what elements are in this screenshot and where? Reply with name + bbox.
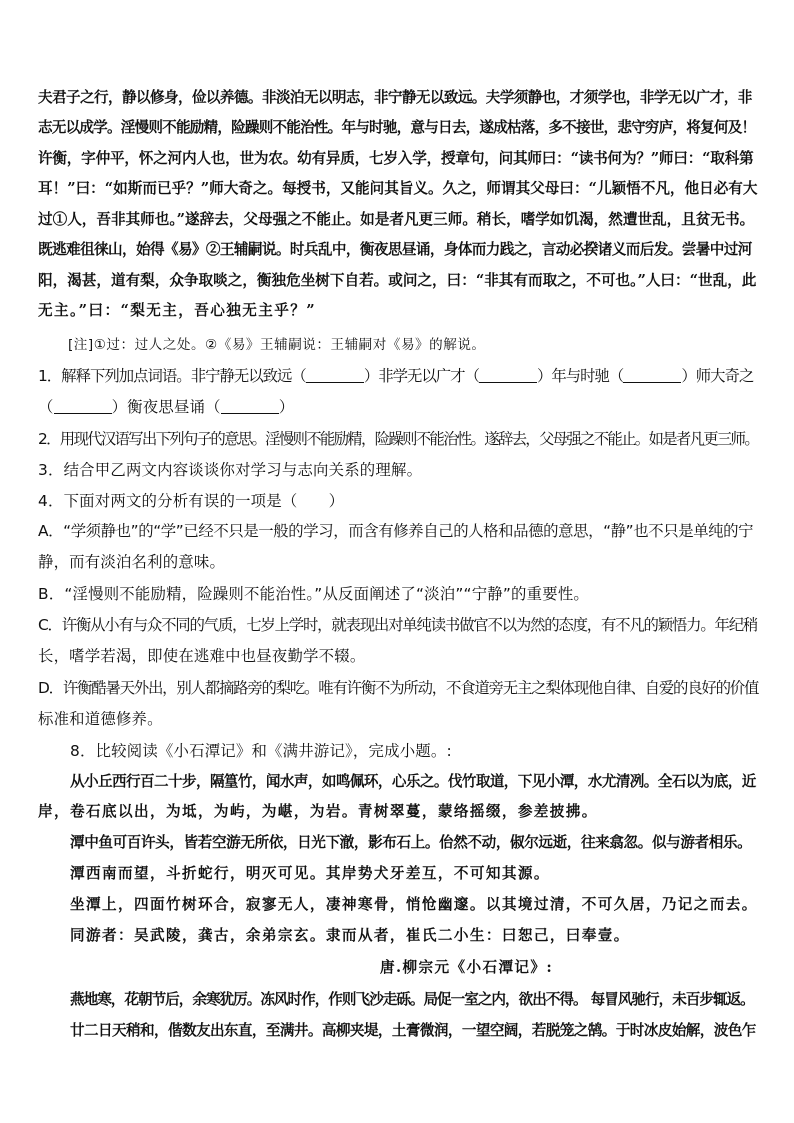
option-a-continued: 静，而有淡泊名利的意味。 [38, 553, 226, 571]
question-3: 3．结合甲乙两文内容谈谈你对学习与志向关系的理解。 [38, 461, 423, 479]
question-1-text: ）衡夜思昼诵（ [111, 398, 221, 416]
option-b: B．“淫慢则不能励精，险躁则不能治性。”从反面阐述了“淡泊”“宁静”的重要性。 [38, 585, 589, 603]
passage-line: 廿二日天稍和，偕数友出东直，至满井。高柳夹堤，土膏微润，一望空阔，若脱笼之鹄。于时冰皮始解，波色乍 [70, 1022, 756, 1039]
passage-line: 既逃难徂徕山，始得《易》②王辅嗣说。时兵乱中，衡夜思昼诵，身体而力践之，言动必揆诸义而后发。尝暑中过河 [38, 241, 752, 258]
answer-blank[interactable] [54, 399, 112, 414]
passage-line: 过①人，吾非其师也。”遂辞去，父母强之不能止。如是者凡更三师。稍长，嗜学如饥渴，然遭世乱，且贫无书。 [38, 211, 755, 228]
option-c-continued: 长，嗜学若渴，即使在逃难中也昼夜勤学不辍。 [38, 647, 366, 665]
answer-blank[interactable] [306, 368, 364, 383]
passage-line: 潭西南而望，斗折蛇行，明灭可见。其岸势犬牙差互，不可知其源。 [70, 865, 550, 882]
passage-line: 耳！”曰：“如斯而已乎？”师大奇之。每授书，又能问其旨义。久之，师谓其父母曰：“儿颖悟不凡，他日必有大 [38, 180, 758, 197]
passage-line: 无主。”曰：“梨无主，吾心独无主乎？” [38, 302, 316, 319]
answer-blank[interactable] [479, 368, 537, 383]
passage-line: 同游者：吴武陵，龚古，余弟宗玄。隶而从者，崔氏二小生：曰恕己，曰奉壹。 [70, 927, 630, 944]
question-1-continued [38, 395, 294, 417]
answer-blank[interactable] [221, 399, 279, 414]
source-attribution: 唐.柳宗元《小石潭记》: [380, 959, 554, 976]
question-1-text: ）师大奇之 [681, 367, 754, 385]
passage-line: 阳，渴甚，道有梨，众争取啖之，衡独危坐树下自若。或问之，曰：“非其有而取之，不可也。”人曰：“世乱，此 [38, 272, 757, 289]
question-1-text: 1．解释下列加点词语。非宁静无以致远（ [38, 367, 306, 385]
passage-line: 从小丘西行百二十步，隔篁竹，闻水声，如鸣佩环，心乐之。伐竹取道，下见小潭，水尤清冽。全石以为底，近 [70, 773, 756, 790]
question-1-text: ）年与时驰（ [536, 367, 624, 385]
annotation-note: [注]①过：过人之处。②《易》王辅嗣说：王辅嗣对《易》的解说。 [68, 337, 486, 353]
passage-line: 夫君子之行，静以修身，俭以养德。非淡泊无以明志，非宁静无以致远。夫学须静也，才须学也，非学无以广才，非 [38, 89, 752, 106]
question-8: 8．比较阅读《小石潭记》和《满井游记》，完成小题。: [70, 742, 452, 760]
passage-line: 许衡，字仲平，怀之河内人也，世为农。幼有异质，七岁入学，授章句，问其师曰：“读书何为？”师曰：“取科第 [38, 150, 754, 167]
passage-line: 坐潭上，四面竹树环合，寂寥无人，凄神寒骨，悄怆幽邃。以其境过清，不可久居，乃记之而去。 [70, 896, 758, 913]
question-2: 2．用现代汉语写出下列句子的意思。淫慢则不能励精，险躁则不能治性。遂辞去，父母强之不能止。如是者凡更三师。 [38, 430, 759, 448]
passage-line: 志无以成学。淫慢则不能励精，险躁则不能治性。年与时驰，意与日去，遂成枯落，多不接世，悲守穷庐，将复何及！ [38, 119, 756, 136]
option-d: D．许衡酷暑天外出，别人都摘路旁的梨吃。唯有许衡不为所动，不食道旁无主之梨体现他自律、自爱的良好的价值 [38, 679, 759, 697]
passage-line: 燕地寒，花朝节后，余寒犹厉。冻风时作，作则飞沙走砾。局促一室之内，欲出不得。 每冒风驰行，未百步辄返。 [70, 991, 754, 1008]
question-1 [38, 364, 753, 386]
answer-blank[interactable] [623, 368, 681, 383]
option-d-continued: 标准和道德修养。 [38, 710, 163, 728]
option-a: A．“学须静也”的“学”已经不只是一般的学习，而含有修养自己的人格和品德的意思，“静”也不只是单纯的宁 [38, 522, 754, 540]
question-4: 4．下面对两文的分析有误的一项是（ ） [38, 492, 345, 510]
question-1-text: （ [38, 398, 54, 416]
option-c: C．许衡从小有与众不同的气质，七岁上学时，就表现出对单纯读书做官不以为然的态度，有不凡的颖悟力。年纪稍 [38, 616, 758, 634]
passage-line: 潭中鱼可百许头，皆若空游无所依，日光下澈，影布石上。佁然不动，俶尔远逝，往来翕忽。似与游者相乐。 [70, 834, 752, 851]
question-1-text: ） [278, 398, 295, 416]
passage-line: 岸，卷石底以出，为坻，为屿，为嵁，为岩。青树翠蔓，蒙络摇缀，参差披拂。 [38, 803, 598, 820]
question-1-text: ）非学无以广才（ [363, 367, 479, 385]
